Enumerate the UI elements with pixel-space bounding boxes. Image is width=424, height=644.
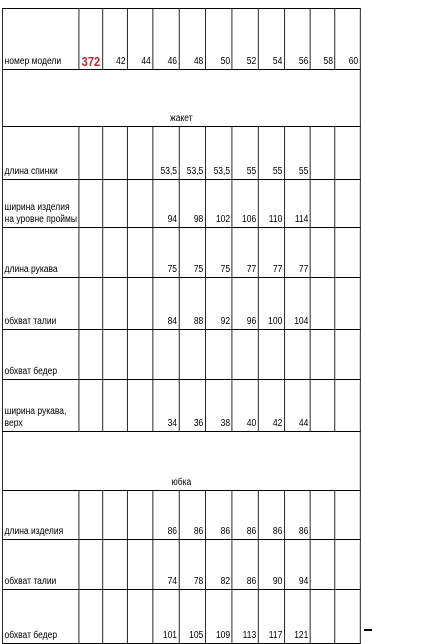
measurement-value: 40	[232, 380, 258, 432]
measurement-value	[335, 491, 360, 540]
measurement-value	[103, 278, 128, 330]
model-column-cell	[79, 590, 102, 644]
size-header: 46	[153, 9, 179, 70]
measurement-value: 53,5	[179, 127, 205, 180]
measurement-value: 94	[284, 540, 310, 590]
measurement-value: 55	[232, 127, 258, 180]
measurement-value: 109	[205, 590, 232, 644]
measurement-label: ширина рукава, верх	[2, 380, 79, 432]
model-column-cell	[79, 278, 102, 330]
measurement-value	[153, 330, 179, 380]
measurement-value: 86	[284, 491, 310, 540]
measurement-value	[128, 228, 153, 278]
measurement-value: 74	[153, 540, 179, 590]
measurement-value	[311, 180, 336, 228]
measurement-label: длина изделия	[2, 491, 79, 540]
measurement-row	[2, 590, 360, 644]
measurement-value	[128, 590, 153, 644]
measurement-value: 34	[153, 380, 179, 432]
measurement-value	[335, 228, 360, 278]
measurement-value	[103, 127, 128, 180]
measurement-value: 90	[258, 540, 284, 590]
model-column-cell	[79, 228, 102, 278]
measurement-row	[2, 278, 360, 330]
measurement-value	[103, 380, 128, 432]
measurement-value: 114	[284, 180, 310, 228]
measurement-row	[2, 491, 360, 540]
measurement-value: 86	[258, 491, 284, 540]
size-header: 50	[205, 9, 232, 70]
measurement-value: 53,5	[153, 127, 179, 180]
measurement-value: 86	[232, 540, 258, 590]
section-title: жакет	[2, 70, 360, 127]
size-header: 58	[311, 9, 336, 70]
measurement-value	[311, 278, 336, 330]
measurement-value	[335, 380, 360, 432]
measurement-value	[335, 590, 360, 644]
measurement-row	[2, 380, 360, 432]
measurement-value: 86	[205, 491, 232, 540]
measurement-value	[128, 330, 153, 380]
measurement-value	[103, 590, 128, 644]
measurement-value	[311, 491, 336, 540]
measurement-value: 117	[258, 590, 284, 644]
size-header: 56	[284, 9, 310, 70]
measurement-value	[335, 330, 360, 380]
measurement-value	[284, 330, 310, 380]
measurement-value: 75	[179, 228, 205, 278]
measurement-value: 77	[232, 228, 258, 278]
measurement-row	[2, 330, 360, 380]
measurement-value	[128, 180, 153, 228]
model-column-cell	[79, 180, 102, 228]
measurement-value: 84	[153, 278, 179, 330]
measurement-value	[335, 540, 360, 590]
measurement-value: 77	[258, 228, 284, 278]
measurement-value: 88	[179, 278, 205, 330]
size-header: 42	[103, 9, 128, 70]
measurement-value: 100	[258, 278, 284, 330]
measurement-value: 82	[205, 540, 232, 590]
measurement-value	[311, 330, 336, 380]
measurement-value: 44	[284, 380, 310, 432]
measurement-row	[2, 127, 360, 180]
measurement-value	[311, 228, 336, 278]
measurement-value: 53,5	[205, 127, 232, 180]
measurement-value	[103, 540, 128, 590]
model-column-cell	[79, 540, 102, 590]
size-header: 54	[258, 9, 284, 70]
measurement-value	[103, 180, 128, 228]
measurement-label: длина спинки	[2, 127, 79, 180]
measurement-value: 98	[179, 180, 205, 228]
measurement-value	[311, 127, 336, 180]
measurement-value	[103, 330, 128, 380]
measurement-label: обхват талии	[2, 540, 79, 590]
measurement-value: 121	[284, 590, 310, 644]
measurement-value	[205, 330, 232, 380]
measurement-row	[2, 228, 360, 278]
measurement-value: 78	[179, 540, 205, 590]
measurement-value: 86	[232, 491, 258, 540]
measurement-value	[335, 180, 360, 228]
measurement-row	[2, 180, 360, 228]
model-number-label: номер модели	[2, 9, 79, 70]
measurement-value	[128, 491, 153, 540]
size-chart-table	[2, 8, 361, 644]
measurement-value: 75	[153, 228, 179, 278]
measurement-value	[258, 330, 284, 380]
table-body	[2, 9, 360, 644]
measurement-value	[103, 228, 128, 278]
measurement-value: 42	[258, 380, 284, 432]
measurement-value	[311, 590, 336, 644]
section-row	[2, 432, 360, 491]
measurement-label: ширина изделия на уровне проймы	[2, 180, 79, 228]
measurement-value	[311, 540, 336, 590]
measurement-value: 77	[284, 228, 310, 278]
model-column-cell	[79, 127, 102, 180]
measurement-value: 94	[153, 180, 179, 228]
measurement-label: обхват бедер	[2, 590, 79, 644]
section-title: юбка	[2, 432, 360, 491]
measurement-value	[232, 330, 258, 380]
model-number-value: 372	[79, 9, 102, 70]
measurement-value: 110	[258, 180, 284, 228]
measurement-value	[311, 380, 336, 432]
measurement-value: 105	[179, 590, 205, 644]
measurement-value: 92	[205, 278, 232, 330]
measurement-value: 113	[232, 590, 258, 644]
measurement-row	[2, 540, 360, 590]
measurement-value: 38	[205, 380, 232, 432]
measurement-label: обхват талии	[2, 278, 79, 330]
size-header: 60	[335, 9, 360, 70]
measurement-value: 104	[284, 278, 310, 330]
measurement-value: 101	[153, 590, 179, 644]
measurement-value: 102	[205, 180, 232, 228]
measurement-value: 55	[258, 127, 284, 180]
header-row	[2, 9, 360, 70]
measurement-value: 96	[232, 278, 258, 330]
measurement-value: 75	[205, 228, 232, 278]
size-header: 48	[179, 9, 205, 70]
measurement-value: 86	[179, 491, 205, 540]
section-row	[2, 70, 360, 127]
measurement-value	[103, 491, 128, 540]
size-header: 52	[232, 9, 258, 70]
measurement-value: 36	[179, 380, 205, 432]
model-column-cell	[79, 380, 102, 432]
model-column-cell	[79, 491, 102, 540]
measurement-value	[128, 540, 153, 590]
measurement-label: обхват бедер	[2, 330, 79, 380]
measurement-value: 86	[153, 491, 179, 540]
measurement-value	[335, 127, 360, 180]
corner-mark	[364, 629, 372, 634]
model-column-cell	[79, 330, 102, 380]
measurement-value	[128, 278, 153, 330]
measurement-label: длина рукава	[2, 228, 79, 278]
measurement-value: 106	[232, 180, 258, 228]
measurement-value: 55	[284, 127, 310, 180]
measurement-value	[179, 330, 205, 380]
size-header: 44	[128, 9, 153, 70]
measurement-value	[335, 278, 360, 330]
measurement-value	[128, 380, 153, 432]
measurement-value	[128, 127, 153, 180]
